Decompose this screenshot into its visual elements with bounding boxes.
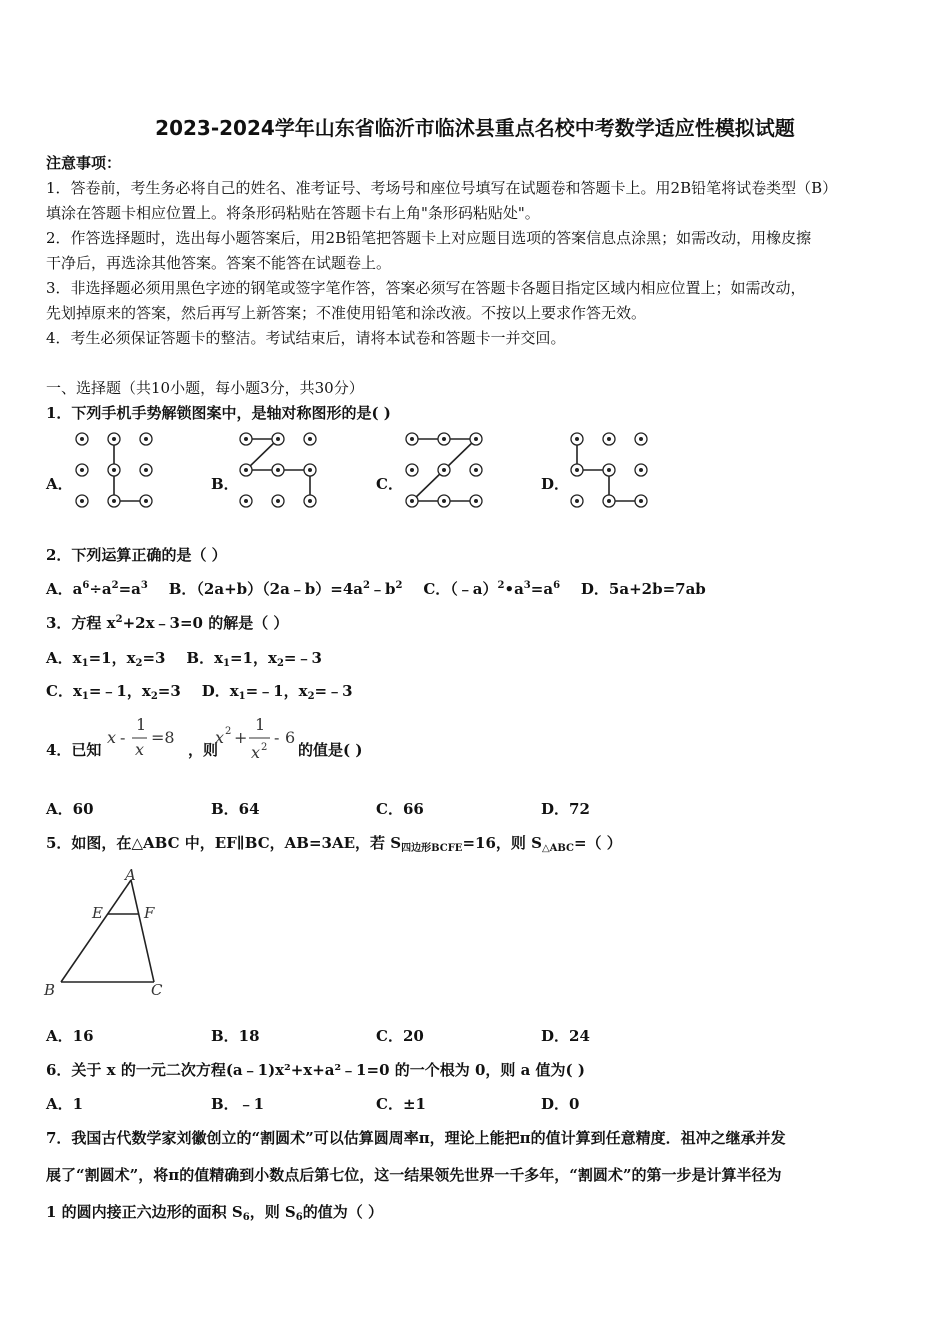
svg-text:F: F <box>144 904 155 922</box>
svg-text:x: x <box>107 728 117 747</box>
svg-text:2: 2 <box>225 726 232 737</box>
q5-option-c: C．20 <box>376 1027 424 1045</box>
svg-text:6: 6 <box>285 728 296 747</box>
svg-text:2: 2 <box>261 742 268 753</box>
q2-option-b: B．$(2a+b)(2a﹣b)=4a^2﹣b^2$ <box>168 580 403 598</box>
q3-option-c: C．$x_1=﹣1$，$x_2=3$ <box>46 682 181 702</box>
q6-option-a: A．1 <box>46 1095 84 1113</box>
svg-text:=8: =8 <box>151 728 175 747</box>
svg-text:x: x <box>135 740 145 759</box>
q3-option-b: B．$x_1=1$，$x_2=﹣3$ <box>186 649 322 669</box>
q1-pattern-c <box>400 428 486 510</box>
q3-stem: 3．方程 $x^2+2x﹣3=0$ 的解是（ ） <box>46 614 289 632</box>
q4-stem-post: 的值是( ) <box>298 741 363 759</box>
svg-text:+: + <box>234 728 248 747</box>
side-ac <box>131 880 154 982</box>
note-line: 先划掉原来的答案，然后再写上新答案；不准使用铅笔和涂改液。不按以上要求作答无效。 <box>46 304 647 322</box>
q5-option-d: D．24 <box>541 1027 590 1045</box>
q4-formula-given <box>104 713 184 763</box>
q5-stem: 5．如图，在△ABC 中，EF∥BC，AB=3AE，若 $S_{四边形BCFE}=16$，则 $S_{\triangle ABC}=$（ ） <box>46 834 622 854</box>
q1-pattern-d <box>565 428 651 510</box>
section-heading: 一、选择题（共10小题，每小题3分，共30分） <box>46 379 364 397</box>
q3-option-a: A．$x_1=1$，$x_2=3$ <box>46 649 166 669</box>
q1-option-a-label: A． <box>46 475 73 493</box>
svg-text:-: - <box>120 728 126 747</box>
svg-text:1: 1 <box>255 715 266 734</box>
svg-text:1: 1 <box>136 715 147 734</box>
q4-option-d: D．72 <box>541 800 590 818</box>
q3-option-d: D．$x_1=﹣1$，$x_2=﹣3$ <box>201 682 353 702</box>
q4-option-a: A．60 <box>46 800 94 818</box>
svg-text:E: E <box>92 904 103 922</box>
q6-option-d: D．0 <box>541 1095 580 1113</box>
q7-line: 展了“割圆术”，将π的值精确到小数点后第七位，这一结果领先世界一千多年，“割圆术”的第一步是计算半径为 <box>46 1166 782 1184</box>
q1-option-b-label: B． <box>211 475 239 493</box>
q4-stem-pre: 4．已知 <box>46 741 102 759</box>
q5-option-b: B．18 <box>211 1027 260 1045</box>
notes-heading: 注意事项： <box>46 154 122 172</box>
q1-stem: 1．下列手机手势解锁图案中，是轴对称图形的是( ) <box>46 404 391 422</box>
q6-option-c: C．±1 <box>376 1095 426 1113</box>
svg-text:B: B <box>44 981 56 999</box>
q4-formula-target <box>212 713 302 763</box>
q2-options <box>46 578 706 599</box>
q4-option-c: C．66 <box>376 800 424 818</box>
note-line: 干净后，再选涂其他答案。答案不能答在试题卷上。 <box>46 254 392 272</box>
q5-option-a: A．16 <box>46 1027 94 1045</box>
svg-text:x: x <box>215 728 225 747</box>
note-line: 4．考生必须保证答题卡的整洁。考试结束后，请将本试卷和答题卡一并交回。 <box>46 329 566 347</box>
page-title: 2023-2024学年山东省临沂市临沭县重点名校中考数学适应性模拟试题 <box>155 116 795 140</box>
q3-options-row2 <box>46 680 353 701</box>
svg-text:-: - <box>274 728 280 747</box>
note-line: 填涂在答题卡相应位置上。将条形码粘贴在答题卡右上角"条形码粘贴处"。 <box>46 204 540 222</box>
q2-option-a: A．$a^6\div a^2=a^3$ <box>46 580 148 598</box>
q5-triangle-figure <box>40 868 180 1004</box>
svg-text:x: x <box>251 743 261 762</box>
q1-option-c-label: C． <box>376 475 403 493</box>
q6-stem: 6．关于 x 的一元二次方程(a﹣1)x²+x+a²﹣1=0 的一个根为 0，则 a 值为( ) <box>46 1061 585 1079</box>
q7-line: 7．我国古代数学家刘徽创立的“割圆术”可以估算圆周率π，理论上能把π的值计算到任意精度．祖冲之继承并发 <box>46 1129 786 1147</box>
q4-option-b: B．64 <box>211 800 260 818</box>
q1-pattern-a <box>70 428 156 510</box>
svg-text:A: A <box>125 868 136 884</box>
q2-option-d: D．5a+2b=7ab <box>580 580 706 598</box>
q1-option-d-label: D． <box>541 475 570 493</box>
q2-stem: 2．下列运算正确的是（ ） <box>46 546 227 564</box>
svg-text:C: C <box>151 981 163 999</box>
q1-pattern-b <box>234 428 320 510</box>
q6-option-b: B．﹣1 <box>211 1095 265 1113</box>
q4-stem-mid: ，则 <box>188 741 219 759</box>
note-line: 1．答卷前，考生务必将自己的姓名、准考证号、考场号和座位号填写在试题卷和答题卡上。用2B铅笔将试卷类型（B） <box>46 179 838 197</box>
q7-line: 1 的圆内接正六边形的面积 $S_6$，则 $S_6$的值为（ ） <box>46 1203 383 1223</box>
side-ab <box>61 880 131 982</box>
q2-option-c: C．$(﹣a)^2•a^3=a^6$ <box>423 580 561 598</box>
q3-options-row1 <box>46 647 322 668</box>
note-line: 3．非选择题必须用黑色字迹的钢笔或签字笔作答，答案必须写在答题卡各题目指定区域内相应位置上；如需改动， <box>46 279 806 297</box>
note-line: 2．作答选择题时，选出每小题答案后，用2B铅笔把答题卡上对应题目选项的答案信息点涂黑；如需改动，用橡皮擦 <box>46 229 812 247</box>
